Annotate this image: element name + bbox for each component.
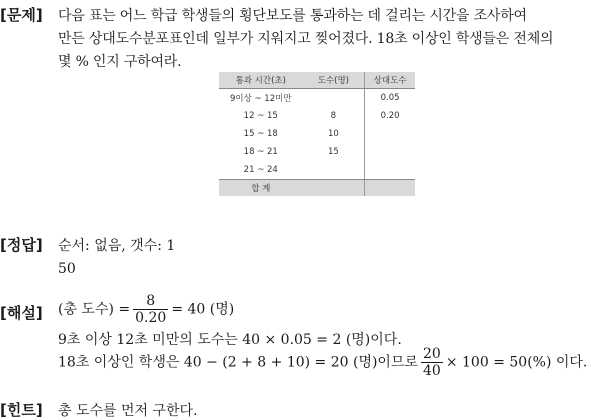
answer-value: 50 xyxy=(58,261,76,277)
cell-relative xyxy=(365,161,415,180)
answer-line-1: 순서: 없음, 갯수: 1 xyxy=(58,238,176,254)
cell-relative xyxy=(365,143,415,161)
total-frequency-label: (총 도수) = xyxy=(58,301,131,318)
problem-line-2: 만든 상대도수분포표인데 일부가 지워지고 찢어졌다. 18초 이상인 학생들은 전체의 xyxy=(58,31,554,47)
table-header-row xyxy=(219,72,415,89)
table-total-row xyxy=(219,180,415,197)
total-frequency xyxy=(303,180,365,197)
cell-time: 15 ~ 18 xyxy=(243,129,278,139)
cell-frequency: 8 xyxy=(330,111,337,121)
table-row xyxy=(219,161,415,180)
header-relative-frequency: 상대도수 xyxy=(365,72,415,89)
cell-relative xyxy=(365,125,415,143)
total-relative xyxy=(365,180,415,197)
fraction xyxy=(421,346,443,379)
cell-time: 21 ~ 24 xyxy=(219,161,303,180)
cell-frequency xyxy=(303,89,365,108)
hint-text: 총 도수를 먼저 구한다. xyxy=(58,403,198,419)
fraction-numerator: 20 xyxy=(423,346,441,362)
problem-line-1: 다음 표는 어느 학급 학생들의 횡단보도를 통과하는 데 걸리는 시간을 조사하여 xyxy=(58,8,527,24)
cell-frequency: 10 xyxy=(327,129,339,139)
fraction-denominator: 40 xyxy=(423,363,441,379)
total-label: 합 계 xyxy=(219,180,303,197)
total-frequency-result: = 40 (명) xyxy=(171,301,235,318)
remaining-students-text: 18초 이상인 학생은 40 − (2 + 8 + 10) = 20 (명)이므로 xyxy=(58,354,419,371)
relative-frequency-table xyxy=(219,72,415,196)
header-frequency: 도수(명) xyxy=(303,72,365,89)
cell-time: 18 ~ 21 xyxy=(243,147,278,157)
explanation-tag: [해설] xyxy=(0,304,43,322)
problem-line-3: 몇 % 인지 구하여라. xyxy=(58,54,182,70)
explanation-line-3 xyxy=(58,346,587,379)
cell-frequency xyxy=(303,161,365,180)
fraction xyxy=(133,293,168,326)
cell-time: 9이상 ~ 12미만 xyxy=(229,94,292,104)
explanation-line-1 xyxy=(58,293,234,326)
cell-time: 12 ~ 15 xyxy=(243,111,278,121)
table-row xyxy=(219,89,415,108)
explanation-line-2: 9초 이상 12초 미만의 도수는 40 × 0.05 = 2 (명)이다. xyxy=(58,332,402,348)
problem-tag: [문제] xyxy=(0,6,43,24)
cell-relative: 0.20 xyxy=(365,107,415,125)
table-row xyxy=(219,107,415,125)
fraction-numerator: 8 xyxy=(133,293,168,310)
fraction-denominator: 0.20 xyxy=(135,310,167,326)
percent-result: × 100 = 50(%) 이다. xyxy=(445,354,588,371)
table-row xyxy=(219,125,415,143)
table-row xyxy=(219,143,415,161)
header-time: 통과 시간(초) xyxy=(219,72,303,89)
cell-relative: 0.05 xyxy=(365,89,415,108)
hint-tag: [힌트] xyxy=(0,401,43,419)
cell-frequency: 15 xyxy=(327,147,339,157)
answer-tag: [정답] xyxy=(0,236,43,254)
